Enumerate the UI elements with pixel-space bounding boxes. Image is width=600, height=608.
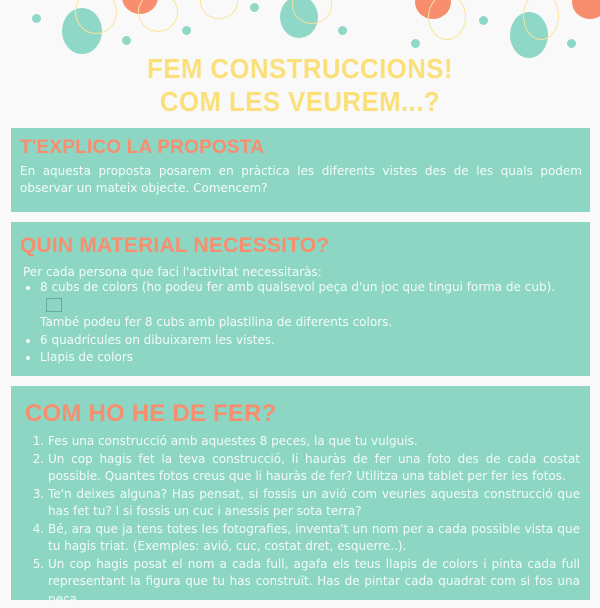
materials-section: [11, 222, 590, 376]
proposal-text: En aquesta proposta posarem en pràctica les diferents vistes des de les quals podem observar un mateix objecte. Comencem?: [20, 163, 582, 197]
materials-intro: Per cada persona que faci l'activitat necessitaràs:: [23, 264, 322, 281]
decor-ring: [428, 0, 466, 40]
step-item: 3. Te'n deixes alguna? Has pensat, si fossis un avió com veuries aquesta construcció que has fet tu? I si fossis un cuc i anessis per sota terra?: [48, 486, 580, 521]
decor-dot: [567, 39, 576, 48]
materials-heading: QUIN MATERIAL NECESSITO?: [20, 234, 329, 258]
list-item: [40, 279, 560, 332]
decor-dot: [182, 26, 191, 35]
proposal-section: [11, 128, 590, 212]
step-item: 4. Bé, ara que ja tens totes les fotografies, inventa't un nom per a cada possible vista que tu hagis triat. (Exemples: avió, cuc, costat dret, esquerre..).: [48, 521, 580, 556]
title-line-1: FEM CONSTRUCCIONS!: [24, 52, 576, 85]
list-item: • 6 quadrícules on dibuixarem les vistes.: [40, 332, 560, 350]
cube-icon: [46, 298, 62, 312]
list-item-extra: També podeu fer 8 cubs amb plastilina de diferents colors.: [40, 315, 392, 329]
steps-section: [11, 386, 590, 600]
decor-dot: [32, 14, 41, 23]
decor-dot: [411, 39, 420, 48]
list-item-text: 8 cubs de colors (ho podeu fer amb qualsevol peça d'un joc que tingui forma de cub).: [40, 280, 555, 294]
steps-heading: COM HO HE DE FER?: [25, 400, 276, 428]
steps-list: [36, 433, 580, 608]
decor-ring: [523, 0, 559, 40]
step-item: 1. Fes una construcció amb aquestes 8 peces, la que tu vulguis.: [48, 433, 580, 451]
materials-list: [23, 279, 560, 367]
title-line-2: COM LES VEUREM...?: [24, 85, 576, 118]
decor-ring: [138, 0, 178, 32]
decor-circle: [572, 0, 600, 19]
decor-ring: [200, 0, 238, 19]
step-item: 5. Un cop hagis posat el nom a cada full, agafa els teus llapis de colors i pinta cada full representant la figura que tu has construït. Has de pintar cada quadrat com si fos una peça.: [48, 556, 580, 608]
proposal-heading: T'EXPLICO LA PROPOSTA: [20, 137, 264, 159]
page-title: [24, 52, 576, 118]
decor-dot: [122, 36, 131, 45]
decor-dot: [250, 3, 259, 12]
decor-dot: [479, 16, 488, 25]
step-item: 2. Un cop hagis fet la teva construcció, li hauràs de fer una foto des de cada costat possible. Quantes fotos creus que li hauràs de fer? Utilitza una tablet per fer les fotos.: [48, 451, 580, 486]
decor-dot: [338, 26, 347, 35]
list-item: • Llapis de colors: [40, 349, 560, 367]
